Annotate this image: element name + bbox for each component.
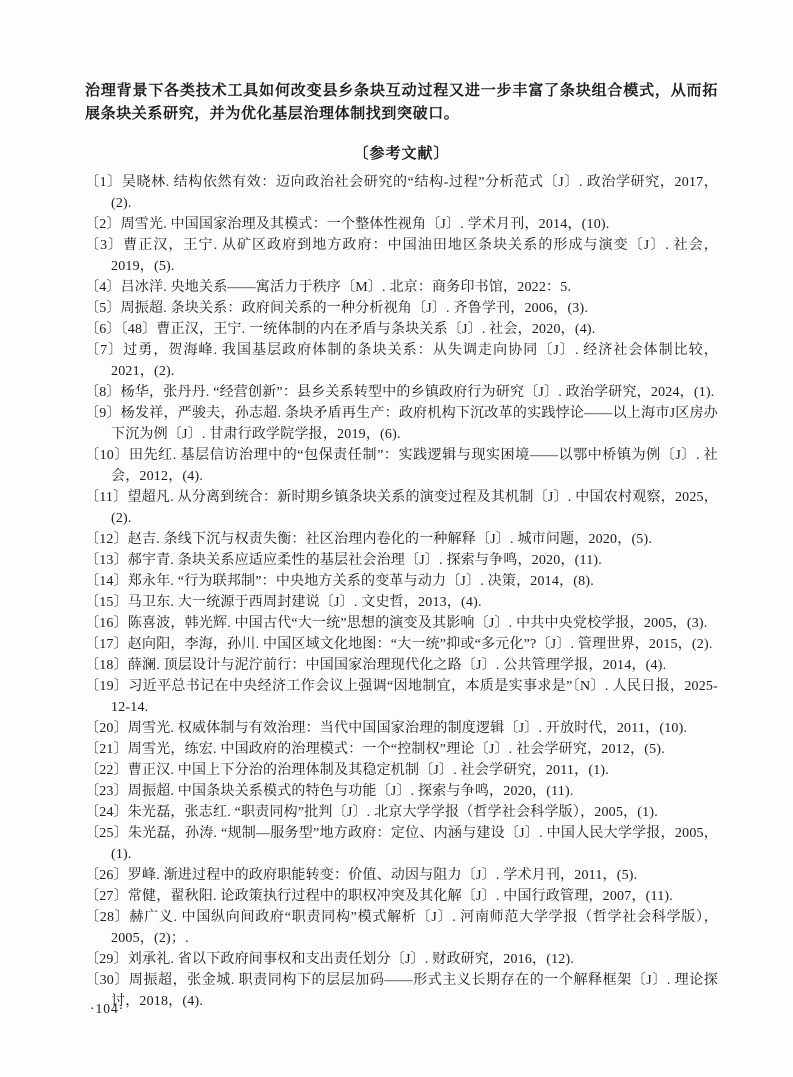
reference-item: 〔16〕陈喜波，韩光辉. 中国古代“大一统”思想的演变及其影响〔J〕. 中共中央党校学报，2005，(3). [85, 616, 708, 631]
reference-item: 〔29〕刘承礼. 省以下政府间事权和支出责任划分〔J〕. 财政研究，2016，(12). [85, 952, 575, 967]
reference-item: 〔14〕郑永年. “行为联邦制”：中央地方关系的变革与动力〔J〕. 决策，2014，(8). [85, 574, 594, 589]
reference-item: 〔6〕〔48〕曹正汉，王宁. 一统体制的内在矛盾与条块关系〔J〕. 社会，2020，(4). [85, 322, 596, 337]
reference-item: 〔19〕习近平总书记在中央经济工作会议上强调“因地制宜，本质是实事求是”〔N〕. 人民日报，2025-12-14. [85, 679, 718, 715]
references-header: 〔参考文献〕 [353, 146, 450, 162]
page-number: ·104· [90, 1001, 125, 1016]
reference-item: 〔26〕罗峰. 渐进过程中的政府职能转变：价值、动因与阻力〔J〕. 学术月刊，2011，(5). [85, 868, 638, 883]
reference-item: 〔10〕田先红. 基层信访治理中的“包保责任制”：实践逻辑与现实困境——以鄂中桥镇为例〔J〕. 社会，2012，(4). [85, 448, 718, 484]
reference-item: 〔1〕吴晓林. 结构依然有效：迈向政治社会研究的“结构-过程”分析范式〔J〕. 政治学研究，2017，(2). [85, 175, 718, 211]
reference-item: 〔3〕曹正汉，王宁. 从矿区政府到地方政府：中国油田地区条块关系的形成与演变〔J〕. 社会，2019，(5). [85, 238, 718, 274]
intro-paragraph: 治理背景下各类技术工具如何改变县乡条块互动过程又进一步丰富了条块组合模式，从而拓展条块关系研究，并为优化基层治理体制找到突破口。 [85, 83, 718, 122]
reference-item: 〔18〕薛澜. 顶层设计与泥泞前行：中国国家治理现代化之路〔J〕. 公共管理学报，2014，(4). [85, 658, 667, 673]
reference-item: 〔24〕朱光磊，张志红. “职责同构”批判〔J〕. 北京大学学报（哲学社会科学版），2005，(1). [85, 805, 658, 820]
reference-item: 〔17〕赵向阳，李海，孙川. 中国区域文化地图：“大一统”抑或“多元化”?〔J〕. 管理世界，2015，(2). [85, 637, 713, 652]
reference-item: 〔23〕周振超. 中国条块关系模式的特色与功能〔J〕. 探索与争鸣，2020，(11). [85, 784, 574, 799]
reference-item: 〔11〕望超凡. 从分离到统合：新时期乡镇条块关系的演变过程及其机制〔J〕. 中国农村观察，2025，(2). [85, 490, 718, 526]
reference-item: 〔8〕杨华，张丹丹. “经营创新”：县乡关系转型中的乡镇政府行为研究〔J〕. 政治学研究，2024，(1). [85, 385, 715, 400]
reference-item: 〔12〕赵吉. 条线下沉与权责失衡：社区治理内卷化的一种解释〔J〕. 城市问题，2020，(5). [85, 532, 653, 547]
reference-item: 〔5〕周振超. 条块关系：政府间关系的一种分析视角〔J〕. 齐鲁学刊，2006，(3). [85, 301, 589, 316]
reference-item: 〔15〕马卫东. 大一统源于西周封建说〔J〕. 文史哲，2013，(4). [85, 595, 482, 610]
reference-item: 〔4〕吕冰洋. 央地关系——寓活力于秩序〔M〕. 北京：商务印书馆，2022：5. [85, 280, 572, 295]
text-block [85, 80, 718, 1012]
reference-item: 〔9〕杨发祥，严骏夫，孙志超. 条块矛盾再生产：政府机构下沉改革的实践悖论——以上海市J区房办下沉为例〔J〕. 甘肃行政学院学报，2019，(6). [85, 406, 718, 442]
reference-item: 〔2〕周雪光. 中国国家治理及其模式：一个整体性视角〔J〕. 学术月刊，2014，(10). [85, 217, 610, 232]
reference-item: 〔27〕常健，翟秋阳. 论政策执行过程中的职权冲突及其化解〔J〕. 中国行政管理，2007，(11). [85, 889, 673, 904]
references-list [85, 172, 718, 1012]
reference-item: 〔20〕周雪光. 权威体制与有效治理：当代中国国家治理的制度逻辑〔J〕. 开放时代，2011，(10). [85, 721, 688, 736]
reference-item: 〔7〕过勇，贺海峰. 我国基层政府体制的条块关系：从失调走向协同〔J〕. 经济社会体制比较，2021，(2). [85, 343, 718, 379]
reference-item: 〔30〕周振超，张金城. 职责同构下的层层加码——形式主义长期存在的一个解释框架〔J〕. 理论探讨，2018，(4). [85, 973, 718, 1009]
reference-item: 〔21〕周雪光，练宏. 中国政府的治理模式：一个“控制权”理论〔J〕. 社会学研究，2012，(5). [85, 742, 665, 757]
reference-item: 〔22〕曹正汉. 中国上下分治的治理体制及其稳定机制〔J〕. 社会学研究，2011，(1). [85, 763, 609, 778]
reference-item: 〔28〕赫广义. 中国纵向间政府“职责同构”模式解析〔J〕. 河南师范大学学报（哲学社会科学版），2005，(2)；. [85, 910, 718, 946]
reference-item: 〔13〕郝宇青. 条块关系应适应柔性的基层社会治理〔J〕. 探索与争鸣，2020，(11). [85, 553, 602, 568]
reference-item: 〔25〕朱光磊，孙涛. “规制—服务型”地方政府：定位、内涵与建设〔J〕. 中国人民大学学报，2005，(1). [85, 826, 718, 862]
